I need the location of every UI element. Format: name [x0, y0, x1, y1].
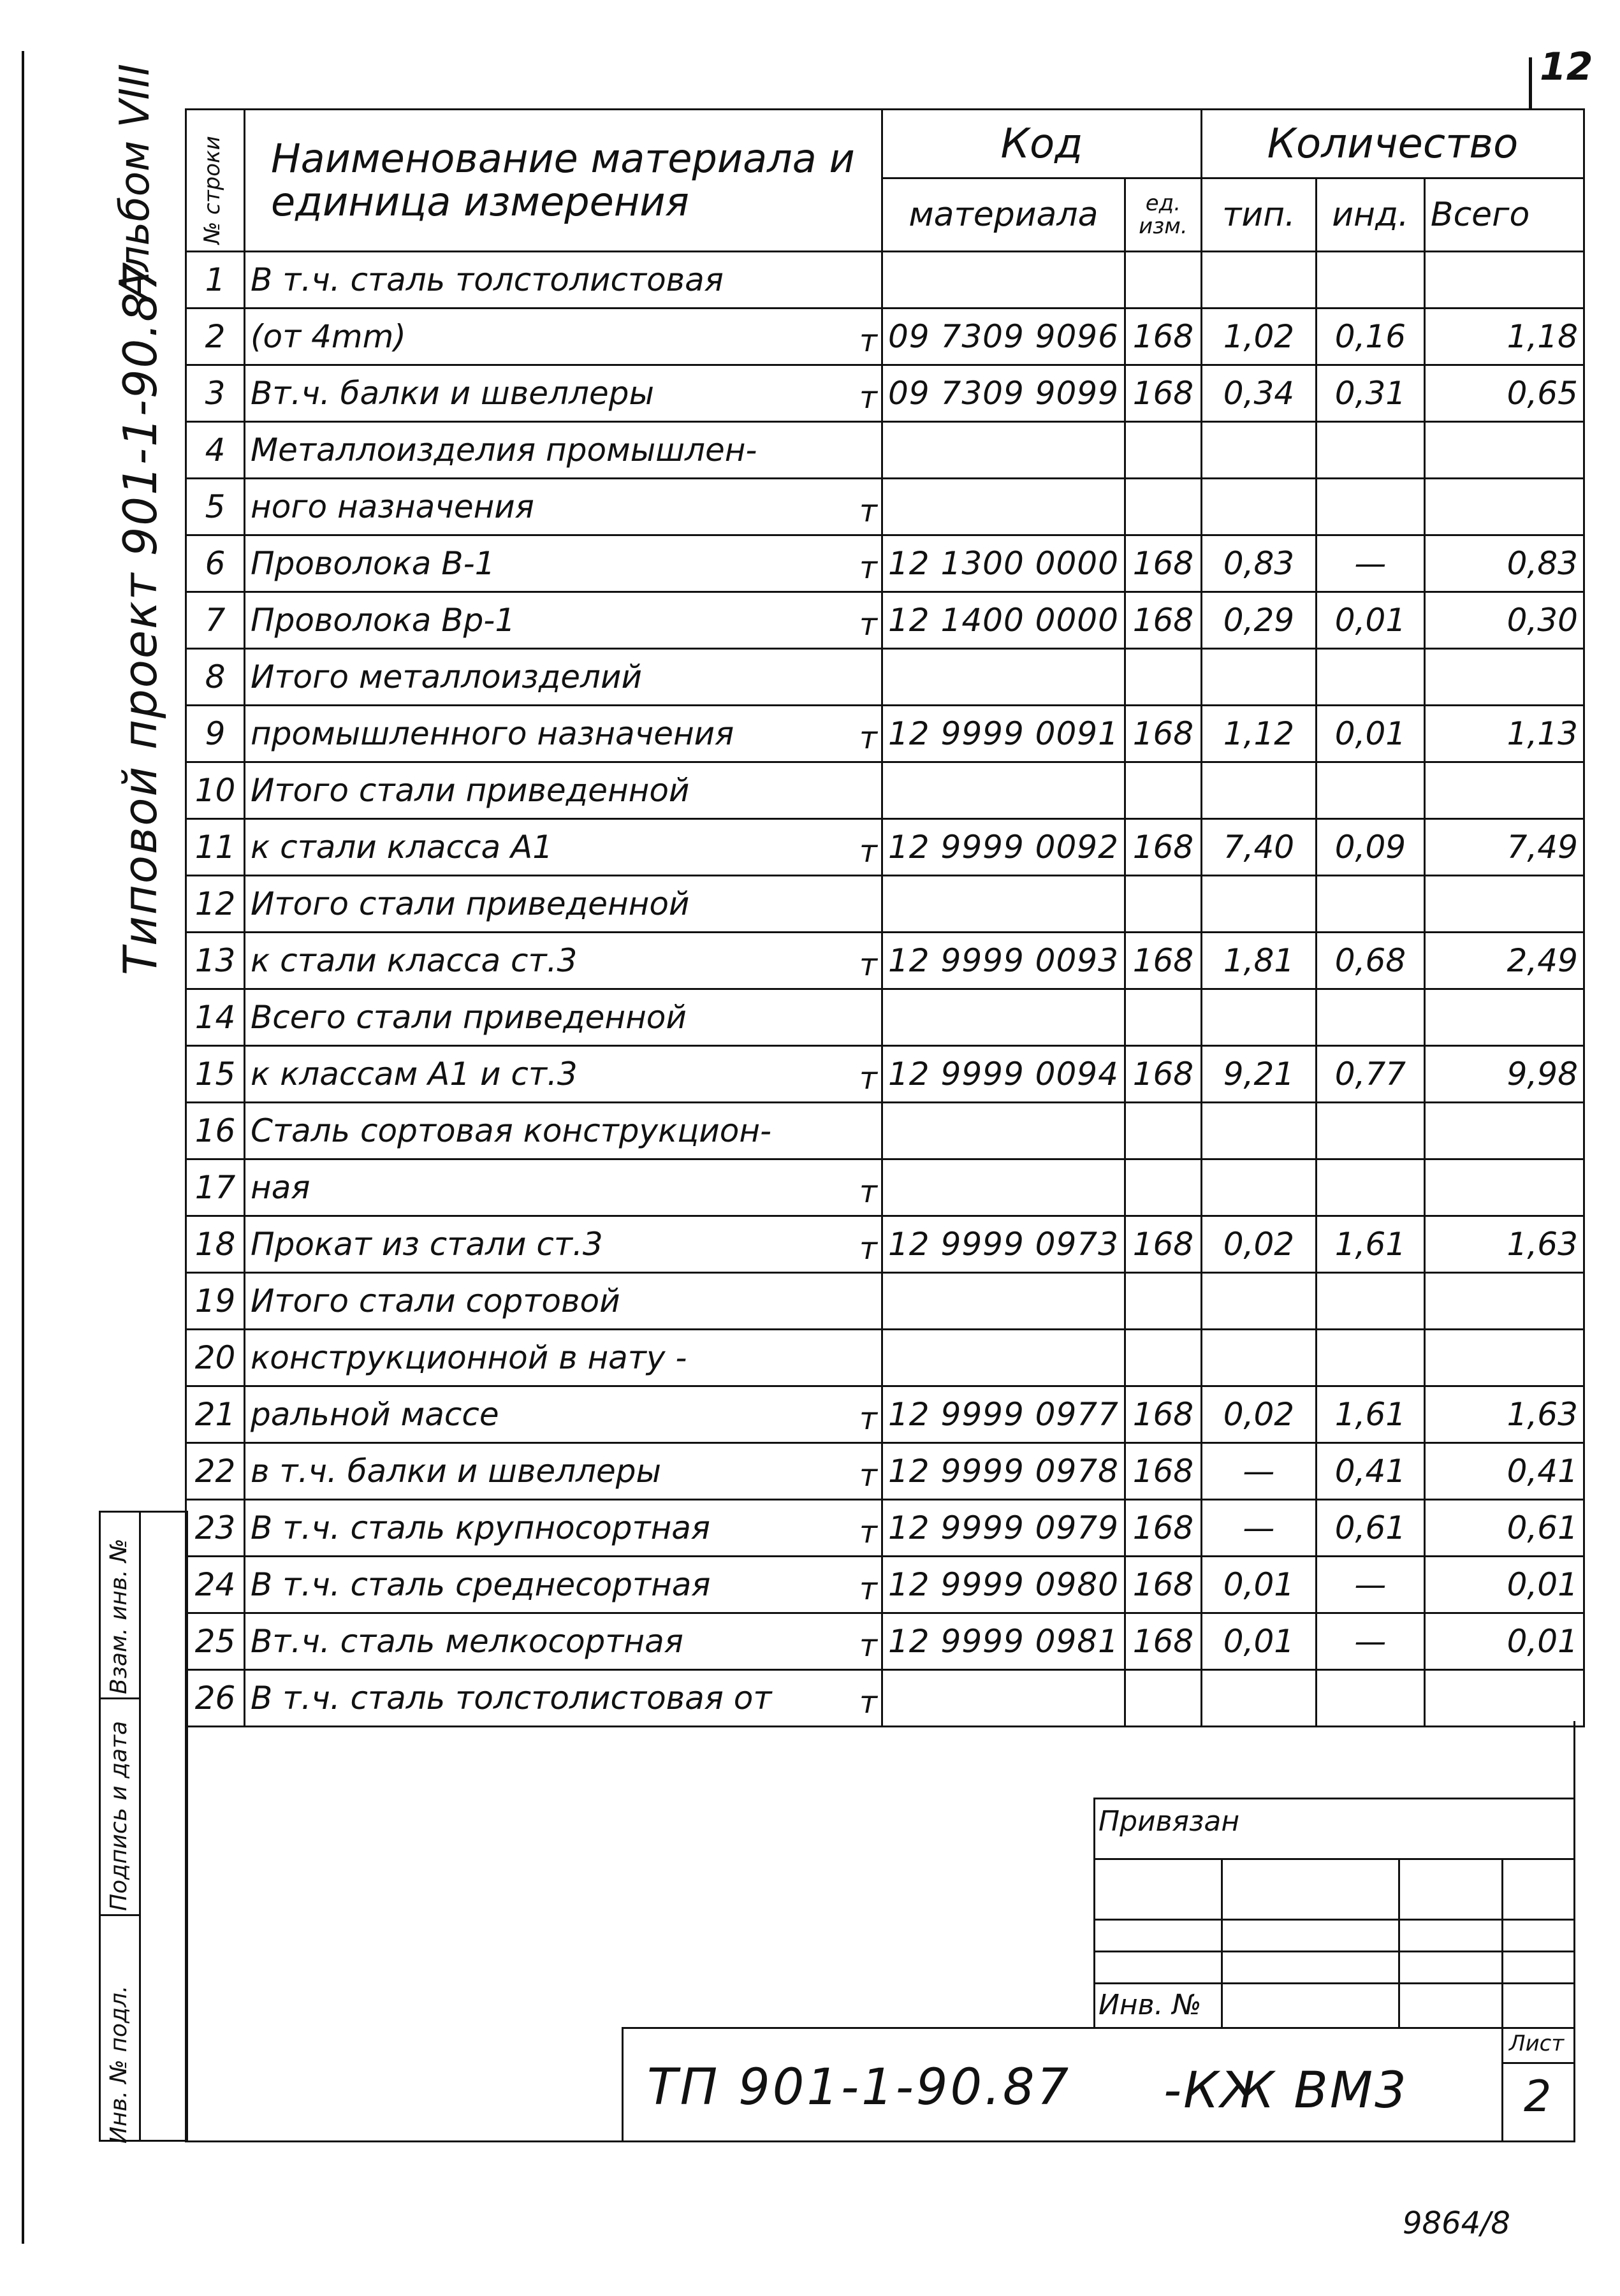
row-number: 9 — [186, 706, 245, 762]
material-name-text: Вт.ч. балки и швеллеры — [251, 375, 654, 412]
qty-type: 0,83 — [1201, 535, 1316, 592]
doc-mark: -КЖ ВМ3 — [1164, 2062, 1408, 2119]
header-code: Код — [882, 110, 1202, 178]
material-name-text: Всего стали приведенной — [251, 999, 687, 1036]
header-q-ind: инд. — [1316, 178, 1424, 252]
material-name-text: к стали класса ст.3 — [251, 942, 578, 979]
unit-mark: т — [859, 1231, 877, 1267]
table-row — [186, 1557, 1584, 1613]
qty-type: 0,01 — [1201, 1613, 1316, 1670]
qty-type — [1201, 1103, 1316, 1159]
qty-type — [1201, 649, 1316, 706]
material-name — [245, 1613, 882, 1670]
table-row — [186, 1670, 1584, 1727]
qty-ind — [1316, 1670, 1424, 1727]
unit-code: 168 — [1125, 1500, 1201, 1557]
qty-type: 1,02 — [1201, 309, 1316, 365]
table-row — [186, 649, 1584, 706]
material-name-text: Сталь сортовая конструкцион- — [251, 1112, 772, 1149]
qty-ind — [1316, 1330, 1424, 1386]
header-code-material: материала — [882, 178, 1125, 252]
material-code — [882, 479, 1125, 535]
material-code: 12 9999 0980 — [882, 1557, 1125, 1613]
header-q-total: Всего — [1424, 178, 1584, 252]
material-name-text: В т.ч. сталь крупносортная — [251, 1509, 710, 1546]
header-q-type: тип. — [1201, 178, 1316, 252]
table-row — [186, 1330, 1584, 1386]
qty-ind: 0,68 — [1316, 933, 1424, 989]
material-name — [245, 1159, 882, 1216]
qty-ind — [1316, 762, 1424, 819]
material-name — [245, 933, 882, 989]
qty-total — [1424, 479, 1584, 535]
material-name-text: ная — [251, 1169, 310, 1206]
material-name — [245, 1330, 882, 1386]
qty-total — [1424, 762, 1584, 819]
unit-code — [1125, 1330, 1201, 1386]
material-name — [245, 1046, 882, 1103]
qty-type: 1,12 — [1201, 706, 1316, 762]
material-code — [882, 252, 1125, 309]
qty-type: 0,01 — [1201, 1557, 1316, 1613]
table-row — [186, 933, 1584, 989]
qty-type — [1201, 252, 1316, 309]
material-name — [245, 876, 882, 933]
qty-ind: 0,41 — [1316, 1443, 1424, 1500]
table-row — [186, 535, 1584, 592]
qty-total — [1424, 876, 1584, 933]
qty-total: 1,63 — [1424, 1216, 1584, 1273]
unit-code — [1125, 762, 1201, 819]
unit-code: 168 — [1125, 1557, 1201, 1613]
material-name — [245, 649, 882, 706]
material-name — [245, 535, 882, 592]
material-name — [245, 762, 882, 819]
table-row — [186, 876, 1584, 933]
row-number: 18 — [186, 1216, 245, 1273]
unit-code: 168 — [1125, 1216, 1201, 1273]
qty-type: 9,21 — [1201, 1046, 1316, 1103]
table-row — [186, 252, 1584, 309]
project-label: Типовой проект 901-1-90.87 — [113, 261, 167, 975]
material-name-text: Итого стали приведенной — [251, 885, 690, 922]
material-name-text: Итого стали приведенной — [251, 772, 690, 809]
qty-total: 9,98 — [1424, 1046, 1584, 1103]
material-code: 12 9999 0981 — [882, 1613, 1125, 1670]
sheet-number: 12 — [1540, 45, 1593, 89]
qty-ind: — — [1316, 1557, 1424, 1613]
qty-total: 0,65 — [1424, 365, 1584, 422]
qty-total — [1424, 1159, 1584, 1216]
unit-code: 168 — [1125, 1443, 1201, 1500]
material-code — [882, 1330, 1125, 1386]
unit-code — [1125, 1273, 1201, 1330]
qty-ind — [1316, 1273, 1424, 1330]
material-name — [245, 1443, 882, 1500]
material-name — [245, 706, 882, 762]
table-row — [186, 706, 1584, 762]
material-name — [245, 479, 882, 535]
table-row — [186, 1273, 1584, 1330]
unit-mark: т — [859, 1401, 877, 1437]
row-number: 20 — [186, 1330, 245, 1386]
qty-ind: — — [1316, 1613, 1424, 1670]
qty-ind: 0,09 — [1316, 819, 1424, 876]
qty-ind: 0,77 — [1316, 1046, 1424, 1103]
qty-type — [1201, 1330, 1316, 1386]
archive-number: 9864/8 — [1403, 2205, 1510, 2241]
unit-code — [1125, 1103, 1201, 1159]
material-name-text: в т.ч. балки и швеллеры — [251, 1453, 661, 1490]
material-code — [882, 1159, 1125, 1216]
table-row — [186, 1046, 1584, 1103]
qty-type: 1,81 — [1201, 933, 1316, 989]
row-number: 3 — [186, 365, 245, 422]
qty-ind — [1316, 989, 1424, 1046]
material-name-text: к стали класса А1 — [251, 829, 553, 866]
material-code: 12 1400 0000 — [882, 592, 1125, 649]
table-row — [186, 1159, 1584, 1216]
frame-left-lower — [185, 1721, 187, 2142]
row-number: 23 — [186, 1500, 245, 1557]
unit-code: 168 — [1125, 309, 1201, 365]
material-name — [245, 1500, 882, 1557]
qty-total: 0,83 — [1424, 535, 1584, 592]
material-name-text: (от 4mm) — [251, 318, 406, 355]
unit-mark: т — [859, 947, 877, 983]
unit-mark: т — [859, 323, 877, 359]
table-row — [186, 989, 1584, 1046]
table-row — [186, 1613, 1584, 1670]
qty-ind — [1316, 252, 1424, 309]
material-name-text: В т.ч. сталь толстолистовая от — [251, 1680, 772, 1717]
row-number: 10 — [186, 762, 245, 819]
qty-total: 0,41 — [1424, 1443, 1584, 1500]
material-code: 12 1300 0000 — [882, 535, 1125, 592]
unit-code — [1125, 989, 1201, 1046]
material-code: 12 9999 0977 — [882, 1386, 1125, 1443]
material-code — [882, 1670, 1125, 1727]
table-row — [186, 309, 1584, 365]
unit-code — [1125, 1670, 1201, 1727]
header-row-number: № строки — [186, 110, 245, 252]
unit-mark: т — [859, 1174, 877, 1210]
qty-total — [1424, 1670, 1584, 1727]
material-name — [245, 1273, 882, 1330]
qty-type — [1201, 1670, 1316, 1727]
qty-type: 0,02 — [1201, 1386, 1316, 1443]
tied-block — [1093, 1798, 1575, 2027]
material-name-text: Итого стали сортовой — [251, 1282, 620, 1319]
table-row — [186, 1386, 1584, 1443]
unit-mark: т — [859, 1571, 877, 1607]
material-code — [882, 649, 1125, 706]
qty-type — [1201, 989, 1316, 1046]
qty-ind: 0,01 — [1316, 592, 1424, 649]
unit-code: 168 — [1125, 365, 1201, 422]
material-code — [882, 1103, 1125, 1159]
material-name-text: Итого металлоизделий — [251, 658, 642, 695]
side-stamp-sign-label: Подпись и дата — [106, 1720, 132, 1911]
header-name: Наименование материала и единица измерения — [245, 110, 882, 252]
table-row — [186, 1500, 1584, 1557]
sheet-label: Лист — [1509, 2031, 1565, 2056]
unit-code: 168 — [1125, 1046, 1201, 1103]
unit-mark: т — [859, 1628, 877, 1664]
qty-ind: 1,61 — [1316, 1386, 1424, 1443]
material-name — [245, 592, 882, 649]
unit-mark: т — [859, 607, 877, 643]
row-number: 8 — [186, 649, 245, 706]
table-row — [186, 592, 1584, 649]
unit-code: 168 — [1125, 706, 1201, 762]
qty-type — [1201, 762, 1316, 819]
row-number: 11 — [186, 819, 245, 876]
material-name — [245, 989, 882, 1046]
unit-code — [1125, 649, 1201, 706]
doc-code: ТП 901-1-90.87 — [647, 2059, 1072, 2116]
material-code: 09 7309 9096 — [882, 309, 1125, 365]
unit-code: 168 — [1125, 535, 1201, 592]
qty-type: 0,29 — [1201, 592, 1316, 649]
qty-total — [1424, 422, 1584, 479]
material-name-text: В т.ч. сталь толстолистовая — [251, 261, 724, 298]
material-code — [882, 1273, 1125, 1330]
qty-ind — [1316, 1159, 1424, 1216]
material-code: 12 9999 0979 — [882, 1500, 1125, 1557]
material-name — [245, 309, 882, 365]
qty-total: 7,49 — [1424, 819, 1584, 876]
side-stamp-replace-label: Взам. инв. № — [106, 1538, 132, 1694]
material-code — [882, 762, 1125, 819]
inv-label: Инв. № — [1098, 1989, 1202, 2021]
material-name-text: Проволока Вр-1 — [251, 602, 516, 639]
material-name-text: ральной массе — [251, 1396, 499, 1433]
unit-code: 168 — [1125, 933, 1201, 989]
title-strip — [622, 2027, 1575, 2142]
row-number: 19 — [186, 1273, 245, 1330]
qty-total: 0,30 — [1424, 592, 1584, 649]
table-row — [186, 819, 1584, 876]
material-code — [882, 422, 1125, 479]
qty-type — [1201, 1273, 1316, 1330]
row-number: 7 — [186, 592, 245, 649]
row-number: 26 — [186, 1670, 245, 1727]
qty-ind — [1316, 1103, 1424, 1159]
row-number: 14 — [186, 989, 245, 1046]
unit-mark: т — [859, 493, 877, 529]
materials-table — [185, 108, 1585, 1727]
row-number: 12 — [186, 876, 245, 933]
qty-total — [1424, 1330, 1584, 1386]
unit-mark: т — [859, 834, 877, 869]
unit-code — [1125, 252, 1201, 309]
row-number: 17 — [186, 1159, 245, 1216]
material-name — [245, 1216, 882, 1273]
row-number: 5 — [186, 479, 245, 535]
unit-code: 168 — [1125, 592, 1201, 649]
row-number: 6 — [186, 535, 245, 592]
qty-type — [1201, 1159, 1316, 1216]
unit-code: 168 — [1125, 819, 1201, 876]
material-code: 12 9999 0091 — [882, 706, 1125, 762]
qty-total: 1,63 — [1424, 1386, 1584, 1443]
material-name-text: промышленного назначения — [251, 715, 734, 752]
material-code: 12 9999 0093 — [882, 933, 1125, 989]
qty-total — [1424, 649, 1584, 706]
unit-mark: т — [859, 550, 877, 586]
unit-code — [1125, 479, 1201, 535]
qty-ind: — — [1316, 535, 1424, 592]
qty-type — [1201, 422, 1316, 479]
material-code — [882, 989, 1125, 1046]
unit-code: 168 — [1125, 1386, 1201, 1443]
material-name-text: к классам А1 и ст.3 — [251, 1056, 578, 1093]
material-name — [245, 1670, 882, 1727]
unit-code — [1125, 422, 1201, 479]
material-name-text: В т.ч. сталь среднесортная — [251, 1566, 711, 1603]
qty-type — [1201, 479, 1316, 535]
unit-mark: т — [859, 380, 877, 416]
row-number: 25 — [186, 1613, 245, 1670]
table-row — [186, 479, 1584, 535]
qty-total — [1424, 989, 1584, 1046]
qty-ind — [1316, 649, 1424, 706]
material-name-text: Прокат из стали ст.3 — [251, 1226, 603, 1263]
material-code: 12 9999 0973 — [882, 1216, 1125, 1273]
row-number: 1 — [186, 252, 245, 309]
sheet-value: 2 — [1524, 2072, 1552, 2122]
row-number: 24 — [186, 1557, 245, 1613]
material-name — [245, 1386, 882, 1443]
unit-code: 168 — [1125, 1613, 1201, 1670]
qty-ind — [1316, 479, 1424, 535]
qty-total: 1,13 — [1424, 706, 1584, 762]
qty-total — [1424, 1273, 1584, 1330]
unit-code — [1125, 876, 1201, 933]
qty-total: 0,01 — [1424, 1557, 1584, 1613]
table-row — [186, 762, 1584, 819]
row-number: 13 — [186, 933, 245, 989]
qty-ind: 0,31 — [1316, 365, 1424, 422]
qty-total — [1424, 252, 1584, 309]
unit-mark: т — [859, 1685, 877, 1720]
material-name — [245, 1103, 882, 1159]
unit-code — [1125, 1159, 1201, 1216]
qty-ind — [1316, 876, 1424, 933]
qty-ind: 0,61 — [1316, 1500, 1424, 1557]
row-number: 16 — [186, 1103, 245, 1159]
material-code — [882, 876, 1125, 933]
material-name-text: Металлоизделия промышлен- — [251, 432, 757, 469]
qty-total: 2,49 — [1424, 933, 1584, 989]
material-name-text: Вт.ч. сталь мелкосортная — [251, 1623, 683, 1660]
qty-ind: 0,16 — [1316, 309, 1424, 365]
material-name-text: ного назначения — [251, 488, 534, 525]
row-number: 4 — [186, 422, 245, 479]
side-stamp — [99, 1511, 188, 2142]
header-code-unit: ед. изм. — [1125, 178, 1201, 252]
qty-type: 0,34 — [1201, 365, 1316, 422]
qty-total: 0,61 — [1424, 1500, 1584, 1557]
row-number: 15 — [186, 1046, 245, 1103]
material-name — [245, 422, 882, 479]
table-row — [186, 1103, 1584, 1159]
unit-mark: т — [859, 720, 877, 756]
qty-type: 0,02 — [1201, 1216, 1316, 1273]
qty-total: 1,18 — [1424, 309, 1584, 365]
qty-type: — — [1201, 1443, 1316, 1500]
material-code: 12 9999 0978 — [882, 1443, 1125, 1500]
header-quantity: Количество — [1201, 110, 1584, 178]
material-name — [245, 1557, 882, 1613]
material-name — [245, 819, 882, 876]
unit-mark: т — [859, 1458, 877, 1493]
qty-ind — [1316, 422, 1424, 479]
unit-mark: т — [859, 1061, 877, 1096]
qty-ind: 0,01 — [1316, 706, 1424, 762]
table-row — [186, 422, 1584, 479]
tied-label: Привязан — [1098, 1805, 1240, 1838]
qty-total — [1424, 1103, 1584, 1159]
material-name — [245, 365, 882, 422]
binding-margin-line — [22, 51, 24, 2244]
qty-type — [1201, 876, 1316, 933]
unit-mark: т — [859, 1515, 877, 1550]
qty-ind: 1,61 — [1316, 1216, 1424, 1273]
qty-total: 0,01 — [1424, 1613, 1584, 1670]
material-name — [245, 252, 882, 309]
table-row — [186, 365, 1584, 422]
row-number: 22 — [186, 1443, 245, 1500]
material-name-text: Проволока В-1 — [251, 545, 495, 582]
material-code: 12 9999 0094 — [882, 1046, 1125, 1103]
row-number: 21 — [186, 1386, 245, 1443]
table-row — [186, 1216, 1584, 1273]
qty-type: 7,40 — [1201, 819, 1316, 876]
row-number: 2 — [186, 309, 245, 365]
qty-type: — — [1201, 1500, 1316, 1557]
material-code: 12 9999 0092 — [882, 819, 1125, 876]
material-code: 09 7309 9099 — [882, 365, 1125, 422]
side-stamp-inv-label: Инв. № подл. — [106, 1985, 132, 2144]
table-row — [186, 1443, 1584, 1500]
sheet-number-divider — [1529, 57, 1532, 108]
album-label: Альбом VIII — [112, 63, 159, 300]
material-name-text: конструкционной в нату - — [251, 1339, 687, 1376]
